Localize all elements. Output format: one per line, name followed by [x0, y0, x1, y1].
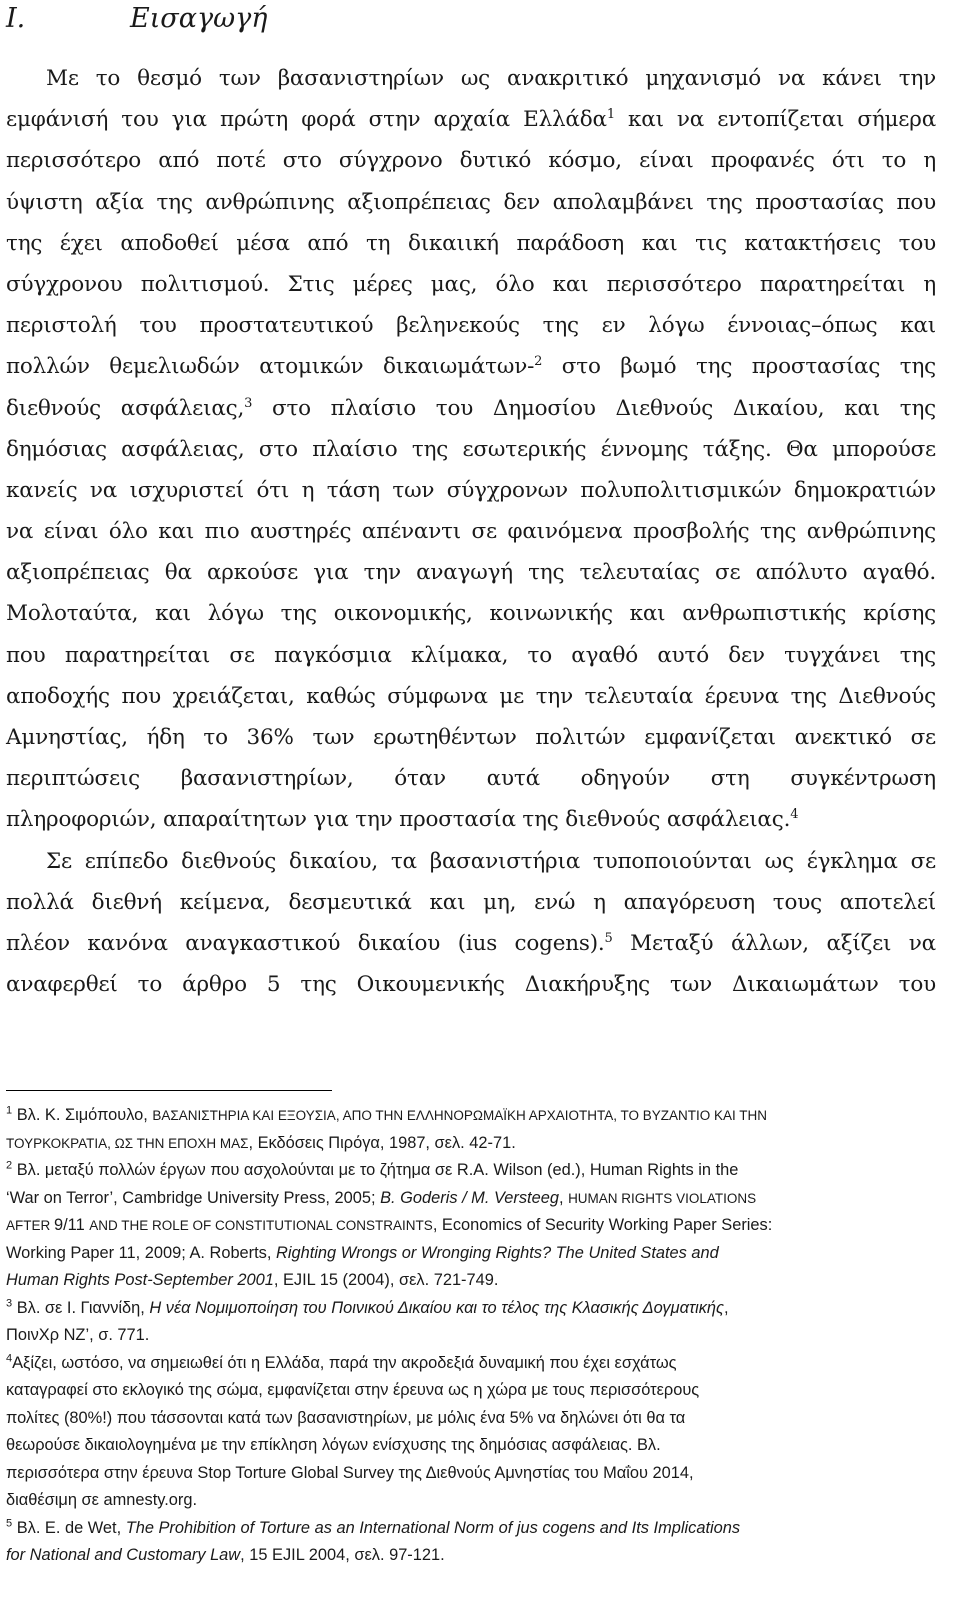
body-line: αξιοπρέπειας θα αρκούσε για την αναγωγή της τελευταίας σε απόλυτο αγαθό. [6, 560, 936, 586]
footnote-5: $^5$ Βλ. E. de Wet, The Prohibition of Torture as an International Norm of jus cogens and Its Implications [6, 1517, 741, 1537]
footnote-divider [6, 1090, 332, 1091]
footnote-4-cont: περισσότερα στην έρευνα Stop Torture Global Survey της Διεθνούς Αμνηστίας του Μαΐου 2014, [6, 1463, 694, 1482]
body-line: σύγχρονου πολιτισμού. Στις μέρες μας, όλο και περισσότερο παρατηρείται η [6, 271, 936, 297]
body-text [6, 58, 936, 1005]
section-title: Εισαγωγή [130, 3, 268, 34]
body-line: Μολοταύτα, και λόγω της οικονομικής, κοινωνικής και ανθρωπιστικής κρίσης [6, 601, 936, 627]
footnote-ref[interactable]: 5 [604, 930, 613, 946]
footnote-4-cont: θεωρούσε δικαιολογημένα με την επίκληση λόγων ενίσχυσης της δημόσιας ασφάλειας. Βλ. [6, 1436, 661, 1454]
body-line: διεθνούς ασφάλειας,$^3$ στο πλαίσιο του Δημοσίου Διεθνούς Δικαίου, και της [6, 395, 936, 421]
footnote-ref[interactable]: 2 [534, 354, 543, 370]
footnote-2-cont: AFTER 9/11 AND THE ROLE OF CONSTITUTIONAL CONSTRAINTS, Economics of Security Working Paper Series: [6, 1216, 773, 1234]
footnote-2-cont: Human Rights Post-September 2001, EJIL 15 (2004), σελ. 721-749. [6, 1271, 499, 1289]
footnote-4: $^4$Αξίζει, ωστόσο, να σημειωθεί ότι η Ελλάδα, παρά την ακροδεξιά δυναμική που έχει εσχάτως [6, 1352, 677, 1372]
body-line: αναφερθεί το άρθρο 5 της Οικουμενικής Διακήρυξης των Δικαιωμάτων του [6, 972, 936, 998]
body-line: της έχει αποδοθεί μέσα από τη δικαιική παράδοση και τις κατακτήσεις του [6, 230, 936, 256]
body-line: Σε επίπεδο διεθνούς δικαίου, τα βασανιστήρια τυποποιούνται ως έγκλημα σε [46, 848, 936, 874]
body-line: πληροφοριών, απαραίτητων για την προστασία της διεθνούς ασφάλειας.$^4$ [6, 807, 799, 833]
body-line: πολλών θεμελιωδών ατομικών δικαιωμάτων-$^2$ στο βωμό της προστασίας της [6, 354, 936, 380]
footnote-number: 5 [6, 1517, 13, 1530]
footnote-1-cont: ΤΟΥΡΚΟΚΡΑΤΙΑ, ΩΣ ΤΗΝ ΕΠΟΧΗ ΜΑΣ, Εκδόσεις Πιρόγα, 1987, σελ. 42-71. [6, 1133, 516, 1152]
body-line: δημόσιας ασφάλειας, στο πλαίσιο της εσωτερικής έννομης τάξης. Θα μπορούσε [6, 436, 936, 462]
footnote-number: 2 [6, 1159, 13, 1172]
footnote-number: 4 [6, 1352, 13, 1365]
body-line: Αμνηστίας, ήδη το 36% των ερωτηθέντων πολιτών εμφανίζεται ανεκτικό σε [6, 725, 936, 750]
section-number: I. [6, 3, 26, 34]
footnote-1: $^1$ Βλ. Κ. Σιμόπουλο, ΒΑΣΑΝΙΣΤΗΡΙΑ ΚΑΙ ΕΞΟΥΣΙΑ, ΑΠΟ ΤΗΝ ΕΛΛΗΝΟΡΩΜΑΪΚΗ ΑΡΧΑΙΟΤΗΤΑ, ΤΟ ΒΥΖΑΝΤΙΟ ΚΑΙ ΤΗΝ [6, 1104, 768, 1124]
footnote-ref[interactable]: 3 [244, 395, 253, 411]
body-line: πλέον κανόνα αναγκαστικού δικαίου (ius cogens).$^5$ Μεταξύ άλλων, αξίζει να [6, 930, 936, 956]
body-line: περιστολή του προστατευτικού βεληνεκούς της εν λόγω έννοιας–όπως και [6, 313, 936, 339]
footnote-2: $^2$ Βλ. μεταξύ πολλών έργων που ασχολούνται με το ζήτημα σε R.A. Wilson (ed.), Human Rights in the [6, 1159, 739, 1179]
body-line: περιπτώσεις βασανιστηρίων, όταν αυτά οδηγούν στη συγκέντρωση [6, 766, 936, 792]
body-line: που παρατηρείται σε παγκόσμια κλίμακα, το αγαθό αυτό δεν τυγχάνει της [6, 642, 936, 668]
footnote-ref[interactable]: 4 [790, 807, 799, 823]
footnote-4-cont: διαθέσιμη σε amnesty.org. [6, 1491, 198, 1509]
footnote-4-cont: καταγραφεί στο εκλογικό της σώμα, εμφανίζεται στην έρευνα ως η χώρα με τους περισσότερους [6, 1381, 700, 1399]
footnote-3: $^3$ Βλ. σε Ι. Γιαννίδη, Η νέα Νομιμοποίηση του Ποινικού Δικαίου και το τέλος της Κλασικής Δογματικής, [6, 1297, 729, 1317]
body-line: πολλά διεθνή κείμενα, δεσμευτικά και μη, ενώ η απαγόρευση τους αποτελεί [6, 889, 936, 915]
footnote-5-cont: for National and Customary Law, 15 EJIL 2004, σελ. 97-121. [6, 1546, 445, 1564]
body-line: ύψιστη αξία της ανθρώπινης αξιοπρέπειας δεν απολαμβάνει της προστασίας που [6, 189, 936, 215]
footnote-2-cont: Working Paper 11, 2009; A. Roberts, Righting Wrongs or Wronging Rights? The United States and [6, 1243, 719, 1262]
body-line: να είναι όλο και πιο αυστηρές απέναντι σε φαινόμενα προσβολής της ανθρώπινης [6, 519, 936, 545]
footnote-2-cont: ‘War on Terror’, Cambridge University Press, 2005; B. Goderis / M. Versteeg, HUMAN RIGHTS VIOLATIONS [6, 1188, 757, 1207]
section-heading [6, 0, 267, 38]
footnotes [6, 1102, 938, 1570]
footnote-number: 3 [6, 1297, 13, 1310]
body-line: κανείς να ισχυριστεί ότι η τάση των σύγχρονων πολυπολιτισμικών δημοκρατιών [6, 477, 936, 503]
footnote-4-cont: πολίτες (80%!) που τάσσονται κατά των βασανιστηρίων, με μόλις ένα 5% να δηλώνει ότι θα τα [6, 1408, 686, 1427]
footnote-number: 1 [6, 1104, 13, 1117]
footnote-3-cont: ΠοινΧρ ΝΖ’, σ. 771. [6, 1326, 150, 1344]
body-line: αποδοχής που χρειάζεται, καθώς σύμφωνα με την τελευταία έρευνα της Διεθνούς [6, 683, 936, 709]
body-line: Με το θεσμό των βασανιστηρίων ως ανακριτικό μηχανισμό να κάνει την [46, 66, 936, 91]
body-line: περισσότερο από ποτέ στο σύγχρονο δυτικό κόσμο, είναι προφανές ότι το η [6, 148, 936, 174]
body-line: εμφάνισή του για πρώτη φορά στην αρχαία Ελλάδα$^1$ και να εντοπίζεται σήμερα [6, 107, 937, 133]
footnote-ref[interactable]: 1 [606, 107, 615, 123]
